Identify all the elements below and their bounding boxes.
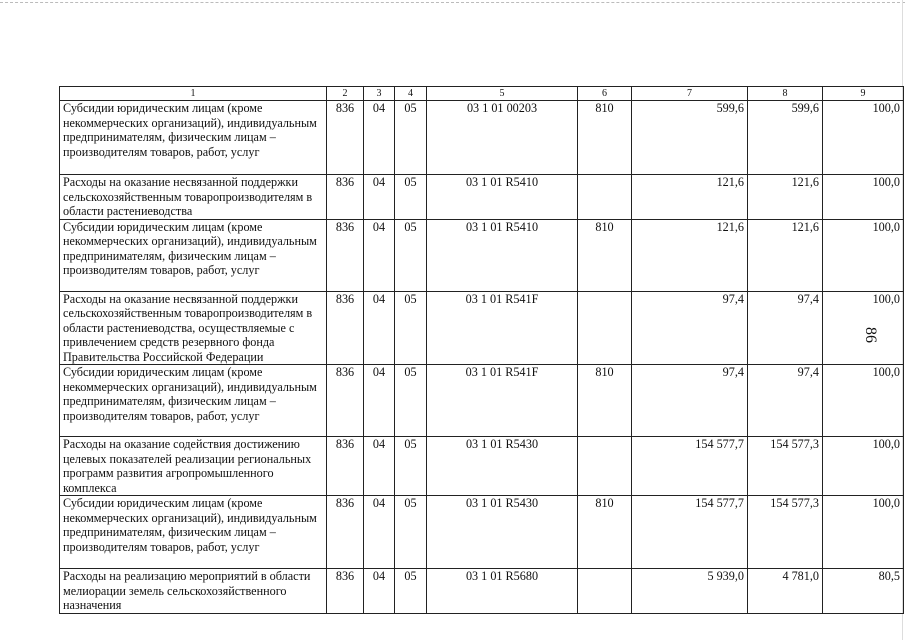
column-header: 9 xyxy=(823,87,904,101)
column-header: 7 xyxy=(632,87,748,101)
column-header: 4 xyxy=(395,87,427,101)
expense-type-code xyxy=(578,569,632,614)
page-top-edge xyxy=(0,2,905,3)
page-number: 86 xyxy=(862,327,879,343)
section-code: 04 xyxy=(364,175,395,220)
row-description: Субсидии юридическим лицам (кроме некоммерческих организаций), индивидуальным предпринимателям, физическим лицам – производителям товаров, работ, услуг xyxy=(60,219,327,291)
planned-amount: 121,6 xyxy=(632,219,748,291)
column-header: 1 xyxy=(60,87,327,101)
executed-amount: 121,6 xyxy=(748,219,823,291)
executed-amount: 97,4 xyxy=(748,291,823,365)
subsection-code: 05 xyxy=(395,101,427,175)
ministry-code: 836 xyxy=(327,496,364,569)
table-row xyxy=(60,219,904,291)
executed-amount: 154 577,3 xyxy=(748,437,823,496)
expense-type-code xyxy=(578,291,632,365)
executed-amount: 4 781,0 xyxy=(748,569,823,614)
planned-amount: 121,6 xyxy=(632,175,748,220)
table-row xyxy=(60,175,904,220)
table-row xyxy=(60,365,904,437)
table-row xyxy=(60,291,904,365)
section-code: 04 xyxy=(364,437,395,496)
subsection-code: 05 xyxy=(395,365,427,437)
executed-amount: 97,4 xyxy=(748,365,823,437)
target-article-code: 03 1 01 R5430 xyxy=(427,437,578,496)
expense-type-code: 810 xyxy=(578,365,632,437)
expense-type-code xyxy=(578,437,632,496)
execution-percent: 100,0 xyxy=(823,291,904,365)
column-header: 5 xyxy=(427,87,578,101)
planned-amount: 599,6 xyxy=(632,101,748,175)
planned-amount: 97,4 xyxy=(632,365,748,437)
target-article-code: 03 1 01 R5430 xyxy=(427,496,578,569)
row-description: Субсидии юридическим лицам (кроме некоммерческих организаций), индивидуальным предпринимателям, физическим лицам – производителям товаров, работ, услуг xyxy=(60,365,327,437)
subsection-code: 05 xyxy=(395,437,427,496)
budget-table xyxy=(59,86,904,614)
target-article-code: 03 1 01 R5410 xyxy=(427,219,578,291)
ministry-code: 836 xyxy=(327,219,364,291)
subsection-code: 05 xyxy=(395,219,427,291)
target-article-code: 03 1 01 R541F xyxy=(427,291,578,365)
execution-percent: 80,5 xyxy=(823,569,904,614)
ministry-code: 836 xyxy=(327,365,364,437)
row-description: Расходы на оказание несвязанной поддержки сельскохозяйственным товаропроизводителям в области растениеводства, осуществляемые с привлечением средств резервного фонда Правительства Российской Федерации xyxy=(60,291,327,365)
section-code: 04 xyxy=(364,365,395,437)
subsection-code: 05 xyxy=(395,291,427,365)
planned-amount: 5 939,0 xyxy=(632,569,748,614)
row-description: Субсидии юридическим лицам (кроме некоммерческих организаций), индивидуальным предпринимателям, физическим лицам – производителям товаров, работ, услуг xyxy=(60,101,327,175)
ministry-code: 836 xyxy=(327,101,364,175)
section-code: 04 xyxy=(364,291,395,365)
target-article-code: 03 1 01 R5680 xyxy=(427,569,578,614)
row-description: Субсидии юридическим лицам (кроме некоммерческих организаций), индивидуальным предпринимателям, физическим лицам – производителям товаров, работ, услуг xyxy=(60,496,327,569)
row-description: Расходы на оказание содействия достижению целевых показателей реализации региональных программ развития агропромышленного комплекса xyxy=(60,437,327,496)
execution-percent: 100,0 xyxy=(823,437,904,496)
execution-percent: 100,0 xyxy=(823,219,904,291)
target-article-code: 03 1 01 00203 xyxy=(427,101,578,175)
execution-percent: 100,0 xyxy=(823,101,904,175)
expense-type-code: 810 xyxy=(578,219,632,291)
column-header: 6 xyxy=(578,87,632,101)
executed-amount: 599,6 xyxy=(748,101,823,175)
column-header: 8 xyxy=(748,87,823,101)
subsection-code: 05 xyxy=(395,175,427,220)
planned-amount: 97,4 xyxy=(632,291,748,365)
ministry-code: 836 xyxy=(327,175,364,220)
expense-type-code xyxy=(578,175,632,220)
column-header: 3 xyxy=(364,87,395,101)
table-row xyxy=(60,496,904,569)
section-code: 04 xyxy=(364,569,395,614)
execution-percent: 100,0 xyxy=(823,175,904,220)
ministry-code: 836 xyxy=(327,569,364,614)
ministry-code: 836 xyxy=(327,437,364,496)
table-header-row xyxy=(60,87,904,101)
section-code: 04 xyxy=(364,496,395,569)
expense-type-code: 810 xyxy=(578,496,632,569)
table-row xyxy=(60,569,904,614)
planned-amount: 154 577,7 xyxy=(632,437,748,496)
expense-type-code: 810 xyxy=(578,101,632,175)
table-row xyxy=(60,101,904,175)
ministry-code: 836 xyxy=(327,291,364,365)
row-description: Расходы на реализацию мероприятий в области мелиорации земель сельскохозяйственного назначения xyxy=(60,569,327,614)
table-row xyxy=(60,437,904,496)
planned-amount: 154 577,7 xyxy=(632,496,748,569)
target-article-code: 03 1 01 R5410 xyxy=(427,175,578,220)
subsection-code: 05 xyxy=(395,496,427,569)
subsection-code: 05 xyxy=(395,569,427,614)
executed-amount: 154 577,3 xyxy=(748,496,823,569)
section-code: 04 xyxy=(364,101,395,175)
section-code: 04 xyxy=(364,219,395,291)
execution-percent: 100,0 xyxy=(823,496,904,569)
execution-percent: 100,0 xyxy=(823,365,904,437)
target-article-code: 03 1 01 R541F xyxy=(427,365,578,437)
row-description: Расходы на оказание несвязанной поддержки сельскохозяйственным товаропроизводителям в области растениеводства xyxy=(60,175,327,220)
executed-amount: 121,6 xyxy=(748,175,823,220)
column-header: 2 xyxy=(327,87,364,101)
